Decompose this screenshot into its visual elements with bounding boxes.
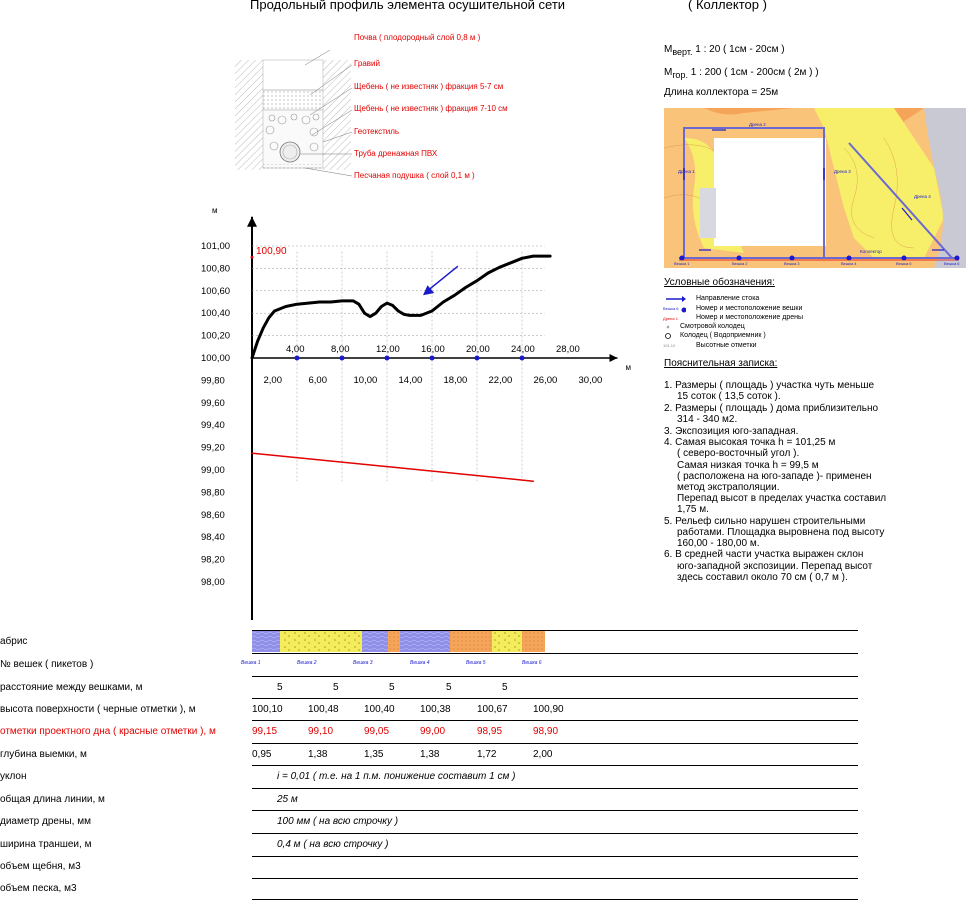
scale-horizontal: $М_{гор.}$ 1 : 200 ( 1см - 200см ( 2м ) ): [664, 67, 819, 80]
x-tick-label: 18,00: [443, 375, 468, 386]
row-label-sand: объем песка, м3: [0, 883, 77, 894]
row-label-distance: расстояние между вешками, м: [0, 682, 143, 693]
distance-cell: 5: [446, 682, 452, 693]
note-line: ( расположена на юго-западе )- применен: [677, 471, 872, 482]
row-label-length: общая длина линии, м: [0, 794, 105, 805]
design-cell: 99,00: [420, 726, 446, 737]
note-line: 4. Самая высокая точка h = 101,25 м: [664, 437, 836, 448]
y-tick-label: 101,00: [201, 241, 231, 252]
y-axis-arrow: [247, 217, 257, 227]
y-tick-label: 100,00: [201, 353, 231, 364]
y-tick-label: 99,60: [201, 397, 225, 409]
length-value: 25 м: [277, 794, 298, 805]
picket-marker: [295, 356, 300, 361]
y-tick-label: 100,20: [201, 330, 231, 342]
design-cell: 98,90: [533, 726, 559, 737]
depth-cell: 1,72: [477, 749, 497, 760]
picket-name: Вешка 2: [297, 660, 317, 666]
picket-name: Вешка 1: [241, 660, 261, 666]
map-drain-3: Дрена 3: [834, 169, 851, 174]
x-tick-label: 4,00: [286, 344, 305, 355]
row-label-surface: высота поверхности ( черные отметки ), м: [0, 704, 196, 715]
row-label-abris: абрис: [0, 636, 28, 647]
depth-cell: 1,38: [420, 749, 440, 760]
y-tick-label: 99,20: [201, 442, 225, 454]
picket-marker: [430, 356, 435, 361]
notes-title: Пояснительная записка:: [664, 358, 778, 369]
row-label-design: отметки проектного дна ( красные отметки ), м: [0, 726, 216, 737]
diameter-value: 100 мм ( на всю строчку ): [277, 816, 399, 827]
legend-title: Условные обозначения:: [664, 277, 775, 288]
design-cell: 99,10: [308, 726, 334, 737]
legend-sample-picket: Вешка 6: [663, 306, 679, 311]
abris-strip: [252, 631, 545, 652]
depth-cell: 1,35: [364, 749, 384, 760]
map-picket-4: Вешка 4: [841, 261, 857, 266]
distance-cell: 5: [277, 682, 283, 693]
page-subtitle: ( Коллектор ): [688, 0, 767, 12]
note-line: 1. Размеры ( площадь ) участка чуть меньше: [664, 380, 875, 391]
map-drain-4: Дрена 4: [914, 194, 931, 199]
x-tick-label: 22,00: [488, 375, 513, 386]
start-value-marker: [251, 256, 254, 259]
legend-sample-height: 101,10: [663, 343, 676, 348]
trench-label-geotextile: Геотекстиль: [354, 127, 400, 136]
picket-marker: [385, 356, 390, 361]
depth-cell: 1,38: [308, 749, 328, 760]
row-label-pickets: № вешек ( пикетов ): [0, 659, 94, 670]
map-picket-2: Вешка 2: [732, 261, 748, 266]
legend-flow: Направление стока: [696, 295, 760, 302]
note-line: 160,00 - 180,00 м.: [677, 538, 760, 549]
trench-label-sand: Песчаная подушка ( слой 0,1 м ): [354, 171, 475, 180]
note-line: 6. В средней части участка выражен склон: [664, 549, 864, 560]
x-axis-arrow: [610, 354, 618, 362]
note-line: здесь составил около 70 см ( 0,7 м ).: [677, 572, 848, 583]
slope-value: i = 0,01 ( т.е. на 1 п.м. понижение составит 1 см ): [277, 771, 516, 782]
trench-label-pipe: Труба дренажная ПВХ: [354, 149, 438, 158]
flow-arrow: [428, 266, 458, 291]
surface-cell: 100,48: [308, 704, 339, 715]
legend-receiver-well: Колодец ( Водоприемник ): [680, 332, 766, 339]
picket-name: Вешка 3: [353, 660, 373, 666]
y-tick-label: 99,40: [201, 420, 225, 432]
map-collector: Коллектор: [860, 249, 882, 254]
profile-chart: [190, 180, 660, 620]
x-tick-label: 2,00: [263, 375, 282, 386]
start-value-label: 100,90: [256, 246, 287, 258]
note-line: работами. Площадка выровнена под высоту: [677, 527, 885, 538]
row-label-diameter: диаметр дрены, мм: [0, 816, 91, 827]
picket-marker: [340, 356, 345, 361]
surface-cell: 100,67: [477, 704, 508, 715]
map-picket-1: Вешка 1: [674, 261, 690, 266]
picket-name: Вешка 4: [410, 660, 430, 666]
legend-drain: Номер и местоположение дрены: [696, 314, 804, 321]
y-tick-label: 98,60: [201, 509, 225, 521]
y-tick-label: 100,80: [201, 263, 231, 275]
depth-cell: 2,00: [533, 749, 553, 760]
note-line: Перепад высот в пределах участка составил: [677, 493, 887, 504]
legend-picket: Номер и местоположение вешки: [696, 305, 803, 312]
y-tick-label: 98,80: [201, 487, 225, 499]
x-tick-label: 28,00: [556, 344, 580, 355]
picket-name: Вешка 6: [522, 660, 542, 666]
trench-section: [230, 50, 360, 180]
note-line: 1,75 м.: [677, 504, 709, 515]
note-line: Самая низкая точка h = 99,5 м: [677, 460, 819, 471]
row-label-slope: уклон: [0, 771, 27, 782]
distance-cell: 5: [333, 682, 339, 693]
site-map: [664, 108, 966, 268]
note-line: ( северо-восточный угол ).: [677, 448, 800, 459]
row-label-width: ширина траншеи, м: [0, 839, 92, 850]
note-line: метод экстраполяции.: [677, 482, 780, 493]
depth-cell: 0,95: [252, 749, 272, 760]
surface-line: [252, 256, 550, 358]
x-tick-label: 24,00: [511, 344, 535, 355]
surface-cell: 100,90: [533, 704, 564, 715]
x-tick-label: 26,00: [533, 375, 558, 386]
trench-label-crushed-7-10: Щебень ( не известняк ) фракция 7-10 см: [354, 104, 508, 113]
y-tick-label: 98,40: [201, 532, 225, 544]
surface-cell: 100,40: [364, 704, 395, 715]
note-line: 5. Рельеф сильно нарушен строительными: [664, 516, 866, 527]
design-bottom-line: [252, 453, 533, 481]
y-tick-label: 98,20: [201, 554, 225, 566]
note-line: 314 - 340 м2.: [677, 414, 738, 425]
width-value: 0,4 м ( на всю строчку ): [277, 839, 389, 850]
y-axis-label: м: [212, 205, 218, 215]
y-tick-label: 98,00: [201, 577, 225, 588]
x-axis-label: м: [625, 363, 631, 372]
distance-cell: 5: [502, 682, 508, 693]
x-tick-label: 12,00: [376, 344, 400, 355]
x-tick-label: 6,00: [308, 375, 327, 386]
x-tick-label: 16,00: [421, 344, 445, 355]
design-cell: 99,15: [252, 726, 278, 737]
map-picket-5: Вешка 5: [896, 261, 912, 266]
legend-sample-drain: Дрена 1: [663, 316, 678, 321]
page-title: Продольный профиль элемента осушительной сети: [250, 0, 566, 12]
picket-marker: [475, 356, 480, 361]
row-label-gravel: объем щебня, м3: [0, 861, 81, 872]
trench-label-gravel: Гравий: [354, 59, 380, 68]
surface-cell: 100,38: [420, 704, 451, 715]
x-tick-label: 14,00: [398, 375, 423, 386]
trench-label-soil: Почва ( плодородный слой 0,8 м ): [354, 33, 481, 42]
trench-label-crushed-5-7: Щебень ( не известняк ) фракция 5-7 см: [354, 82, 504, 91]
y-tick-label: 100,40: [201, 308, 231, 320]
map-picket-3: Вешка 3: [784, 261, 800, 266]
design-cell: 98,95: [477, 726, 503, 737]
note-line: 3. Экспозиция юго-западная.: [664, 426, 799, 437]
x-tick-label: 20,00: [466, 344, 490, 355]
scale-vertical: $М_{верт.}$ 1 : 20 ( 1см - 20см ): [664, 44, 785, 57]
picket-name: Вешка 5: [466, 660, 486, 666]
row-label-depth: глубина выемки, м: [0, 749, 87, 760]
x-tick-label: 10,00: [353, 375, 378, 386]
map-picket-6: Вешка 6: [944, 261, 960, 266]
x-tick-label: 30,00: [578, 375, 603, 386]
distance-cell: 5: [389, 682, 395, 693]
note-line: юго-западной экспозиции. Перепад высот: [677, 561, 873, 572]
legend-inspection-well: Смотровой колодец: [680, 323, 745, 330]
y-tick-label: 99,00: [201, 465, 225, 476]
map-drain-1: Дрена 1: [678, 169, 695, 174]
y-tick-label: 100,60: [201, 285, 231, 297]
picket-marker: [520, 356, 525, 361]
x-tick-label: 8,00: [331, 344, 350, 355]
note-line: 15 соток ( 13,5 соток ).: [677, 391, 781, 402]
map-drain-2: Дрена 2: [749, 122, 766, 127]
y-tick-label: 99,80: [201, 375, 225, 387]
legend-heights: Высотные отметки: [696, 342, 757, 349]
collector-length: Длина коллектора = 25м: [664, 87, 779, 98]
design-cell: 99,05: [364, 726, 390, 737]
surface-cell: 100,10: [252, 704, 283, 715]
note-line: 2. Размеры ( площадь ) дома приблизительно: [664, 403, 879, 414]
